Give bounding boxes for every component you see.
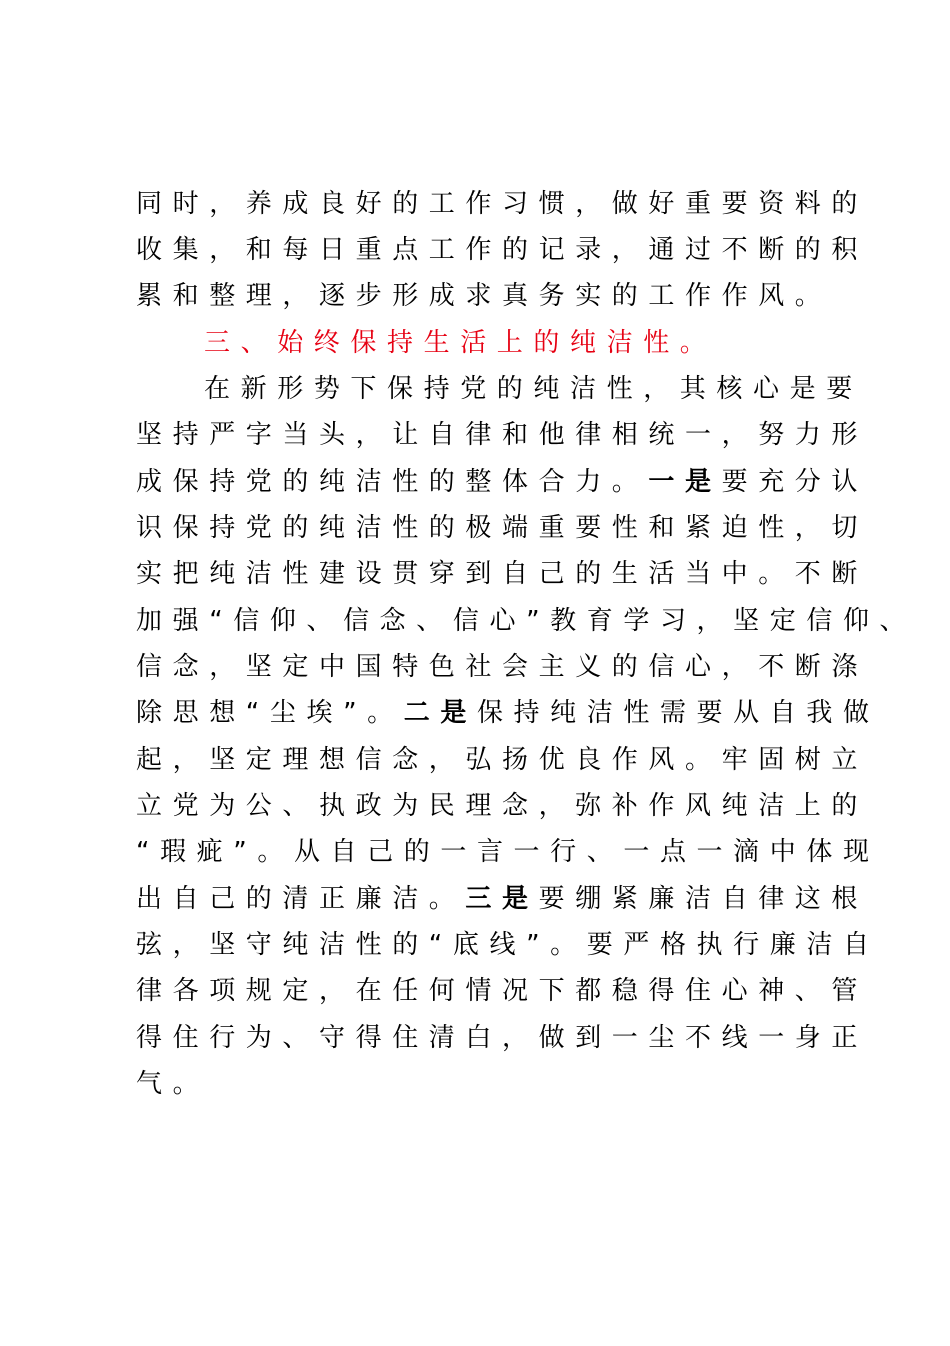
text-run: 起，坚定理想信念，弘扬优良作风。牢固树立 <box>136 745 869 775</box>
text-line-9 <box>136 601 917 641</box>
text-run: “瑕疵”。从自己的一言一行、一点一滴中体现 <box>136 837 880 867</box>
text-run: 弦，坚守纯洁性的“底线”。要严格执行廉洁自 <box>136 930 880 960</box>
text-run: 识保持党的纯洁性的极端重要性和紧迫性，切 <box>136 513 869 543</box>
text-line-13 <box>136 786 869 826</box>
text-line-12 <box>136 740 869 780</box>
text-line-19 <box>136 1064 836 1104</box>
text-line-3 <box>136 276 836 316</box>
emphasis-third: 三是 <box>465 884 539 914</box>
text-line-14 <box>136 832 880 872</box>
text-line-17 <box>136 971 869 1011</box>
text-run: 出自己的清正廉洁。 <box>136 884 466 914</box>
text-run: 信念，坚定中国特色社会主义的信心，不断涤 <box>136 652 869 682</box>
text-run: 在新形势下保持党的纯洁性，其核心是要 <box>204 374 863 404</box>
section-heading-text: 三、始终保持生活上的纯洁性。 <box>204 328 717 358</box>
text-line-1 <box>136 184 869 224</box>
text-line-2 <box>136 230 869 270</box>
text-line-18 <box>136 1018 869 1058</box>
text-run: 除思想“尘埃”。 <box>136 698 404 728</box>
text-run: 律各项规定，在任何情况下都稳得住心神、管 <box>136 976 869 1006</box>
text-line-15 <box>136 879 869 919</box>
text-run: 收集，和每日重点工作的记录，通过不断的积 <box>136 235 869 265</box>
emphasis-first: 一是 <box>648 467 722 497</box>
text-line-8 <box>136 554 869 594</box>
text-run: 实把纯洁性建设贯穿到自己的生活当中。不断 <box>136 559 869 589</box>
text-run: 保持纯洁性需要从自我做 <box>476 698 880 728</box>
text-run: 同时，养成良好的工作习惯，做好重要资料的 <box>136 189 869 219</box>
text-run: 要充分认 <box>721 467 869 497</box>
text-run: 气。 <box>136 1069 210 1099</box>
text-run: 立党为公、执政为民理念，弥补作风纯洁上的 <box>136 791 869 821</box>
emphasis-second: 二是 <box>403 698 477 728</box>
text-line-6 <box>136 462 869 502</box>
text-line-16 <box>136 925 880 965</box>
text-run: 加强“信仰、信念、信心”教育学习，坚定信仰、 <box>136 606 917 636</box>
text-run: 坚持严字当头，让自律和他律相统一，努力形 <box>136 420 869 450</box>
text-line-4 <box>204 369 904 409</box>
section-heading <box>204 323 904 363</box>
text-run: 要绷紧廉洁自律这根 <box>538 884 869 914</box>
text-line-11 <box>136 693 880 733</box>
text-line-5 <box>136 415 869 455</box>
text-run: 累和整理，逐步形成求真务实的工作作风。 <box>136 281 832 311</box>
text-line-10 <box>136 647 869 687</box>
text-line-7 <box>136 508 869 548</box>
text-run: 成保持党的纯洁性的整体合力。 <box>136 467 649 497</box>
text-run: 得住行为、守得住清白，做到一尘不线一身正 <box>136 1023 869 1053</box>
